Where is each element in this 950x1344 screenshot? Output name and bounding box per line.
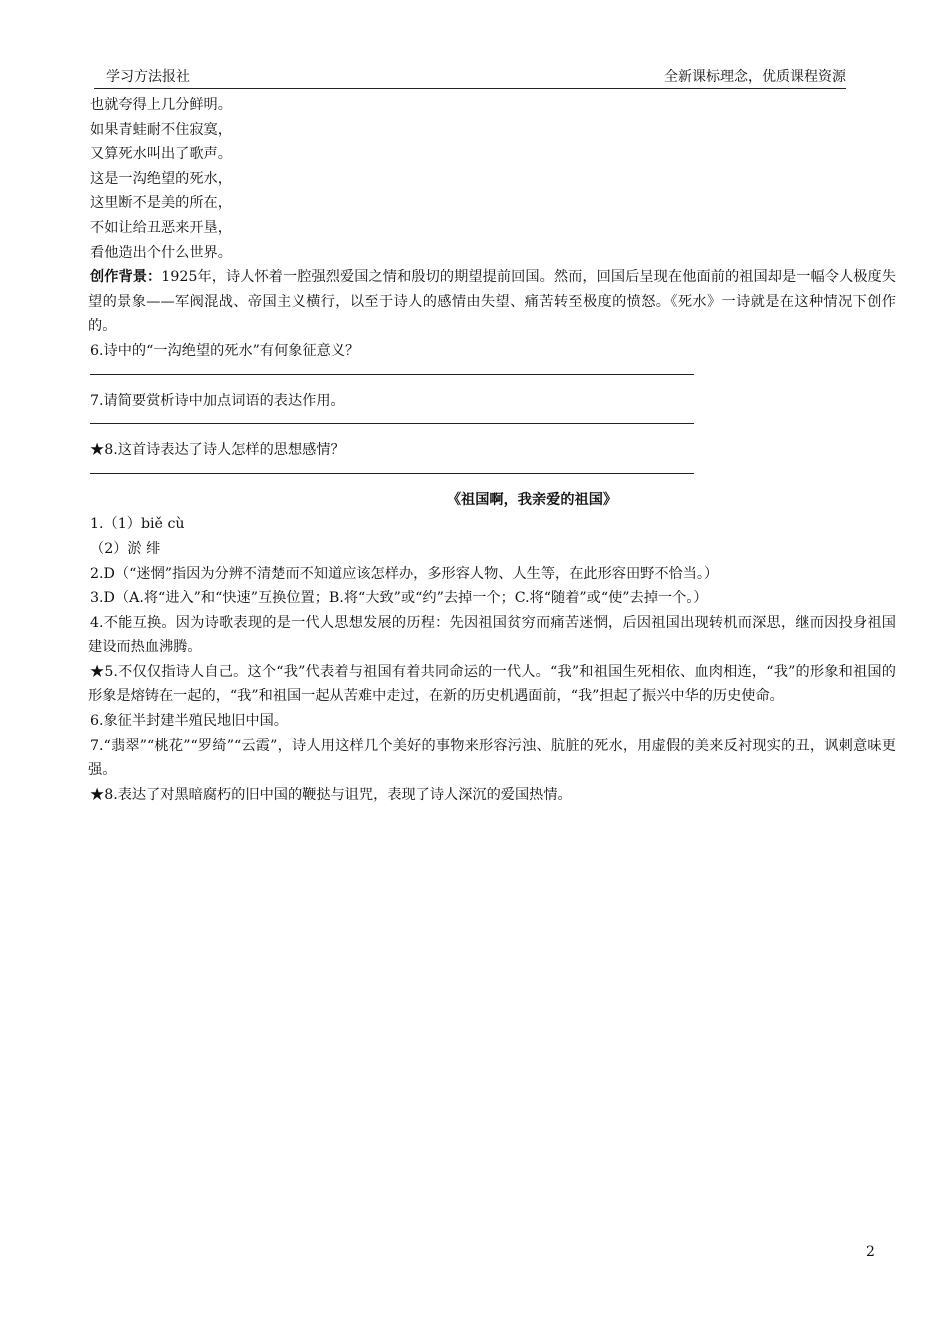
page-number: 2: [866, 1244, 875, 1260]
answers-title: 《祖国啊，我亲爱的祖国》: [446, 491, 618, 508]
poem-line: 这是一沟绝望的死水，: [90, 170, 232, 187]
question-6: 6.诗中的“一沟绝望的死水”有何象征意义？: [90, 342, 360, 359]
answer-blank-7[interactable]: [90, 413, 694, 424]
answer-item: 7.“翡翠”“桃花”“罗绮”“云霞”，诗人用这样几个美好的事物来形容污浊、肮脏的死水，用虚假的美来反衬现实的丑，讽刺意味更强。: [88, 737, 896, 779]
answer-item: 1.（1）biě cù: [90, 516, 185, 533]
header-slogan: 全新课标理念，优质课程资源: [664, 69, 846, 85]
answer-key: [88, 512, 896, 807]
answer-item: ★5.不仅仅指诗人自己。这个“我”代表着与祖国有着共同命运的一代人。“我”和祖国生死相依、血肉相连，“我”的形象和祖国的形象是熔铸在一起的，“我”和祖国一起从苦难中走过，在新的历史机遇面前，“我”担起了振兴中华的历史使命。: [88, 663, 896, 705]
answer-item: 3.D（A.将“进入”和“快速”互换位置；B.将“大致”或“约”去掉一个；C.将“随着”或“使”去掉一个。）: [90, 590, 708, 607]
header-publisher: 学习方法报社: [106, 69, 190, 85]
poem-line: 如果青蛙耐不住寂寞，: [90, 121, 232, 138]
question-7: 7.请简要赏析诗中加点词语的表达作用。: [90, 392, 345, 409]
answer-blank-6[interactable]: [90, 364, 694, 375]
poem-line: 看他造出个什么世界。: [90, 244, 232, 261]
background-label: 创作背景：: [90, 269, 162, 286]
poem-line: 这里断不是美的所在，: [90, 195, 232, 212]
document-body: [88, 93, 896, 807]
poem-line: 不如让给丑恶来开垦，: [90, 219, 232, 236]
page-header: [94, 66, 846, 89]
question-8: ★8.这首诗表达了诗人怎样的思想感情？: [90, 442, 345, 459]
answer-blank-8[interactable]: [90, 463, 694, 474]
answer-item: 6.象征半封建半殖民地旧中国。: [90, 713, 288, 730]
poem-line: 又算死水叫出了歌声。: [90, 146, 232, 163]
poem-line: 也就夸得上几分鲜明。: [90, 97, 232, 113]
creation-background: [88, 265, 896, 339]
answer-item: 2.D（“迷惘”指因为分辨不清楚而不知道应该怎样办，多形容人物、人生等，在此形容田野不恰当。）: [90, 565, 719, 582]
answer-item: 4.不能互换。因为诗歌表现的是一代人思想发展的历程：先因祖国贫穷而痛苦迷惘，后因祖国出现转机而深思，继而因投身祖国建设而热血沸腾。: [88, 614, 896, 656]
poem-excerpt: [88, 93, 896, 265]
background-text: 1925年，诗人怀着一腔强烈爱国之情和殷切的期望提前回国。然而，回国后呈现在他面前的祖国却是一幅令人极度失望的景象——军阀混战、帝国主义横行，以至于诗人的感情由失望、痛苦转至极度的愤怒。《死水》一诗就是在这种情况下创作的。: [88, 269, 896, 335]
answer-item: ★8.表达了对黑暗腐朽的旧中国的鞭挞与诅咒，表现了诗人深沉的爱国热情。: [90, 786, 572, 803]
answer-item: （2）淤 绯: [90, 540, 161, 557]
